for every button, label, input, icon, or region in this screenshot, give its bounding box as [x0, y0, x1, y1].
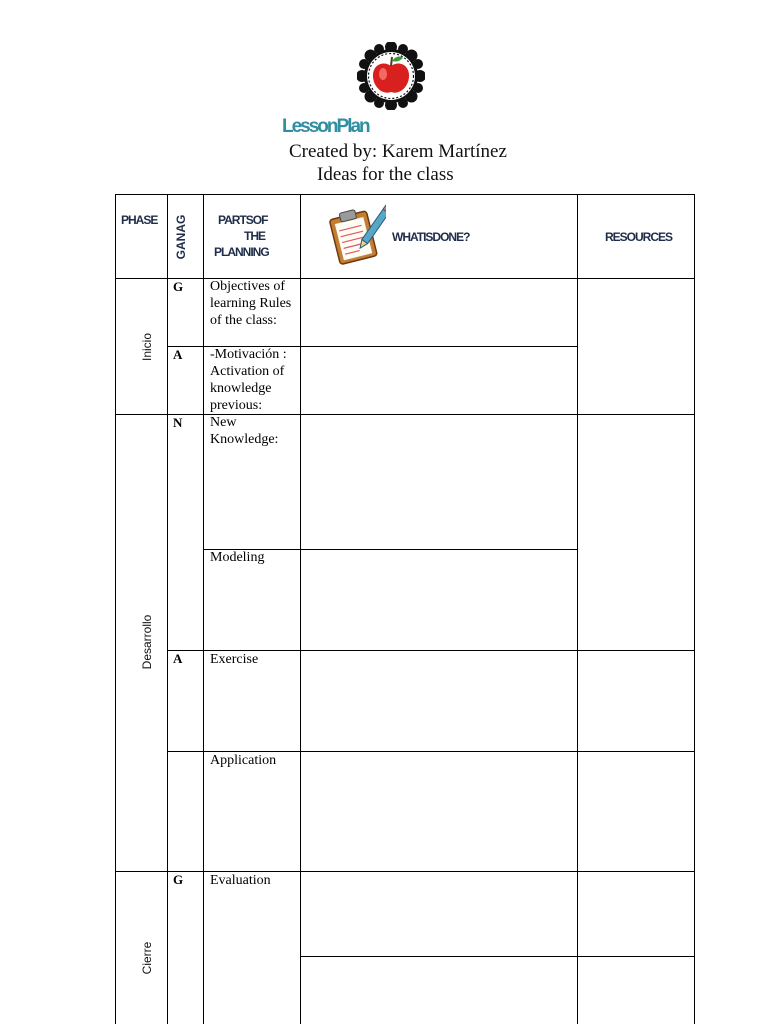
parts-header [212, 212, 298, 260]
parts-header-line-2: THE [244, 229, 265, 243]
part-objectives: Objectives of learning Rules of the class: [210, 279, 292, 328]
apple-icon [357, 42, 425, 110]
ganag-letter-n: N [173, 415, 183, 430]
ganag-letter-g-2: G [173, 872, 184, 887]
ganag-letter-a-2: A [173, 651, 183, 666]
part-modeling: Modeling [210, 550, 265, 565]
ganag-letter-g: G [173, 279, 184, 294]
phase-header: PHASE [121, 213, 158, 227]
part-new-knowledge: New Knowledge: [210, 415, 279, 447]
part-motivation: -Motivación : Activation of knowledge previous: [210, 347, 287, 413]
ganag-letter-a: A [173, 347, 183, 362]
resources-header: RESOURCES [605, 230, 673, 244]
part-application: Application [210, 753, 277, 768]
what-is-done-header: WHATISDONE? [392, 230, 470, 244]
part-evaluation: Evaluation [210, 873, 271, 888]
ideas-subtitle: Ideas for the class [317, 164, 454, 185]
ganag-header: GANAG [174, 214, 188, 260]
parts-header-line-3: PLANNING [214, 245, 269, 259]
clipboard-pencil-icon [326, 202, 386, 266]
created-by: Created by: Karem Martínez [289, 141, 507, 162]
phase-cierre: Cierre [140, 941, 154, 975]
parts-header-line-1: PARTSOF [218, 213, 268, 227]
phase-inicio: Inicio [140, 333, 154, 362]
document-title: LessonPlan [282, 116, 369, 137]
part-exercise: Exercise [210, 652, 259, 667]
phase-desarrollo: Desarrollo [140, 614, 154, 670]
